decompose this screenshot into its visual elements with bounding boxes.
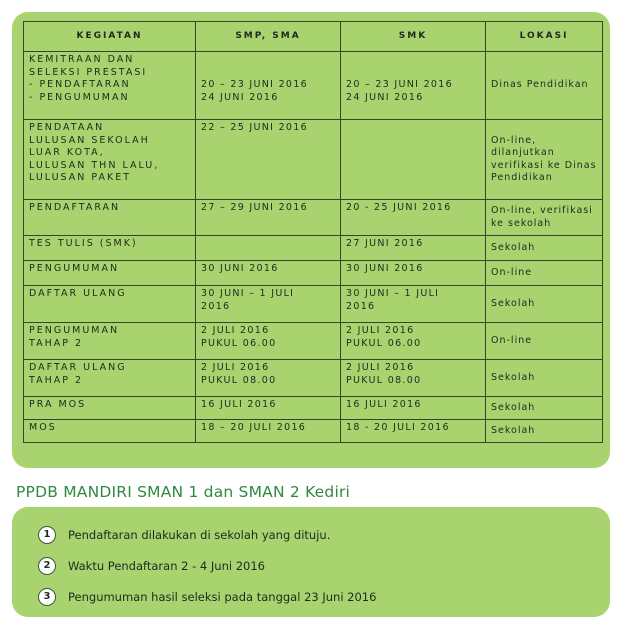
list-item-text: Waktu Pendaftaran 2 - 4 Juni 2016 bbox=[68, 558, 265, 573]
table-row bbox=[24, 52, 603, 120]
cell-smp-sma: 2 JULI 2016 PUKUL 08.00 bbox=[196, 360, 341, 397]
cell-smp-sma: 30 JUNI – 1 JULI 2016 bbox=[196, 286, 341, 323]
schedule-table bbox=[23, 21, 603, 443]
cell-smk bbox=[341, 120, 486, 200]
list-item-text: Pengumuman hasil seleksi pada tanggal 23 Juni 2016 bbox=[68, 589, 377, 604]
cell-lokasi: On-line bbox=[486, 261, 603, 286]
mandiri-title: PPDB MANDIRI SMAN 1 dan SMAN 2 Kediri bbox=[16, 483, 351, 501]
header-kegiatan: KEGIATAN bbox=[24, 22, 196, 52]
table-row bbox=[24, 360, 603, 397]
table-row bbox=[24, 323, 603, 360]
cell-lokasi: Sekolah bbox=[486, 397, 603, 420]
table-row bbox=[24, 200, 603, 236]
schedule-panel bbox=[12, 12, 610, 468]
cell-smk: 2 JULI 2016 PUKUL 08.00 bbox=[341, 360, 486, 397]
cell-smk: 20 - 25 JUNI 2016 bbox=[341, 200, 486, 236]
cell-kegiatan: PENGUMUMAN TAHAP 2 bbox=[24, 323, 196, 360]
cell-lokasi: Dinas Pendidikan bbox=[486, 52, 603, 120]
list-item-text: Pendaftaran dilakukan di sekolah yang dituju. bbox=[68, 527, 331, 542]
cell-smp-sma: 2 JULI 2016 PUKUL 06.00 bbox=[196, 323, 341, 360]
cell-smp-sma: 20 – 23 JUNI 2016 24 JUNI 2016 bbox=[196, 52, 341, 120]
table-row bbox=[24, 420, 603, 443]
table-row bbox=[24, 120, 603, 200]
cell-lokasi: Sekolah bbox=[486, 286, 603, 323]
cell-lokasi: On-line, dilanjutkan verifikasi ke Dinas Pendidikan bbox=[486, 120, 603, 200]
table-row bbox=[24, 397, 603, 420]
cell-smk: 30 JUNI 2016 bbox=[341, 261, 486, 286]
cell-lokasi: Sekolah bbox=[486, 360, 603, 397]
table-row bbox=[24, 261, 603, 286]
table-row bbox=[24, 286, 603, 323]
table-row bbox=[24, 236, 603, 261]
cell-smk: 27 JUNI 2016 bbox=[341, 236, 486, 261]
list-item bbox=[38, 519, 610, 550]
header-lokasi: LOKASI bbox=[486, 22, 603, 52]
cell-lokasi: On-line bbox=[486, 323, 603, 360]
cell-smk: 18 - 20 JULI 2016 bbox=[341, 420, 486, 443]
cell-lokasi: Sekolah bbox=[486, 236, 603, 261]
number-badge: 2 bbox=[38, 557, 56, 575]
cell-smk: 20 – 23 JUNI 2016 24 JUNI 2016 bbox=[341, 52, 486, 120]
cell-smk: 30 JUNI – 1 JULI 2016 bbox=[341, 286, 486, 323]
cell-kegiatan: DAFTAR ULANG bbox=[24, 286, 196, 323]
cell-lokasi: On-line, verifikasi ke sekolah bbox=[486, 200, 603, 236]
cell-smp-sma: 18 – 20 JULI 2016 bbox=[196, 420, 341, 443]
cell-kegiatan: MOS bbox=[24, 420, 196, 443]
number-badge: 3 bbox=[38, 588, 56, 606]
cell-smp-sma: 16 JULI 2016 bbox=[196, 397, 341, 420]
cell-kegiatan: PENDAFTARAN bbox=[24, 200, 196, 236]
list-item bbox=[38, 581, 610, 612]
mandiri-panel bbox=[12, 507, 610, 617]
cell-kegiatan: TES TULIS (SMK) bbox=[24, 236, 196, 261]
cell-smk: 2 JULI 2016 PUKUL 06.00 bbox=[341, 323, 486, 360]
cell-smp-sma: 30 JUNI 2016 bbox=[196, 261, 341, 286]
cell-smp-sma bbox=[196, 236, 341, 261]
cell-smk: 16 JULI 2016 bbox=[341, 397, 486, 420]
number-badge: 1 bbox=[38, 526, 56, 544]
cell-kegiatan: KEMITRAAN DAN SELEKSI PRESTASI - PENDAFTARAN - PENGUMUMAN bbox=[24, 52, 196, 120]
cell-kegiatan: PENGUMUMAN bbox=[24, 261, 196, 286]
cell-kegiatan: PRA MOS bbox=[24, 397, 196, 420]
cell-lokasi: Sekolah bbox=[486, 420, 603, 443]
header-smk: SMK bbox=[341, 22, 486, 52]
cell-kegiatan: DAFTAR ULANG TAHAP 2 bbox=[24, 360, 196, 397]
cell-smp-sma: 22 – 25 JUNI 2016 bbox=[196, 120, 341, 200]
table-header-row bbox=[24, 22, 603, 52]
header-smp-sma: SMP, SMA bbox=[196, 22, 341, 52]
list-item bbox=[38, 550, 610, 581]
cell-smp-sma: 27 – 29 JUNI 2016 bbox=[196, 200, 341, 236]
cell-kegiatan: PENDATAAN LULUSAN SEKOLAH LUAR KOTA, LULUSAN THN LALU, LULUSAN PAKET bbox=[24, 120, 196, 200]
